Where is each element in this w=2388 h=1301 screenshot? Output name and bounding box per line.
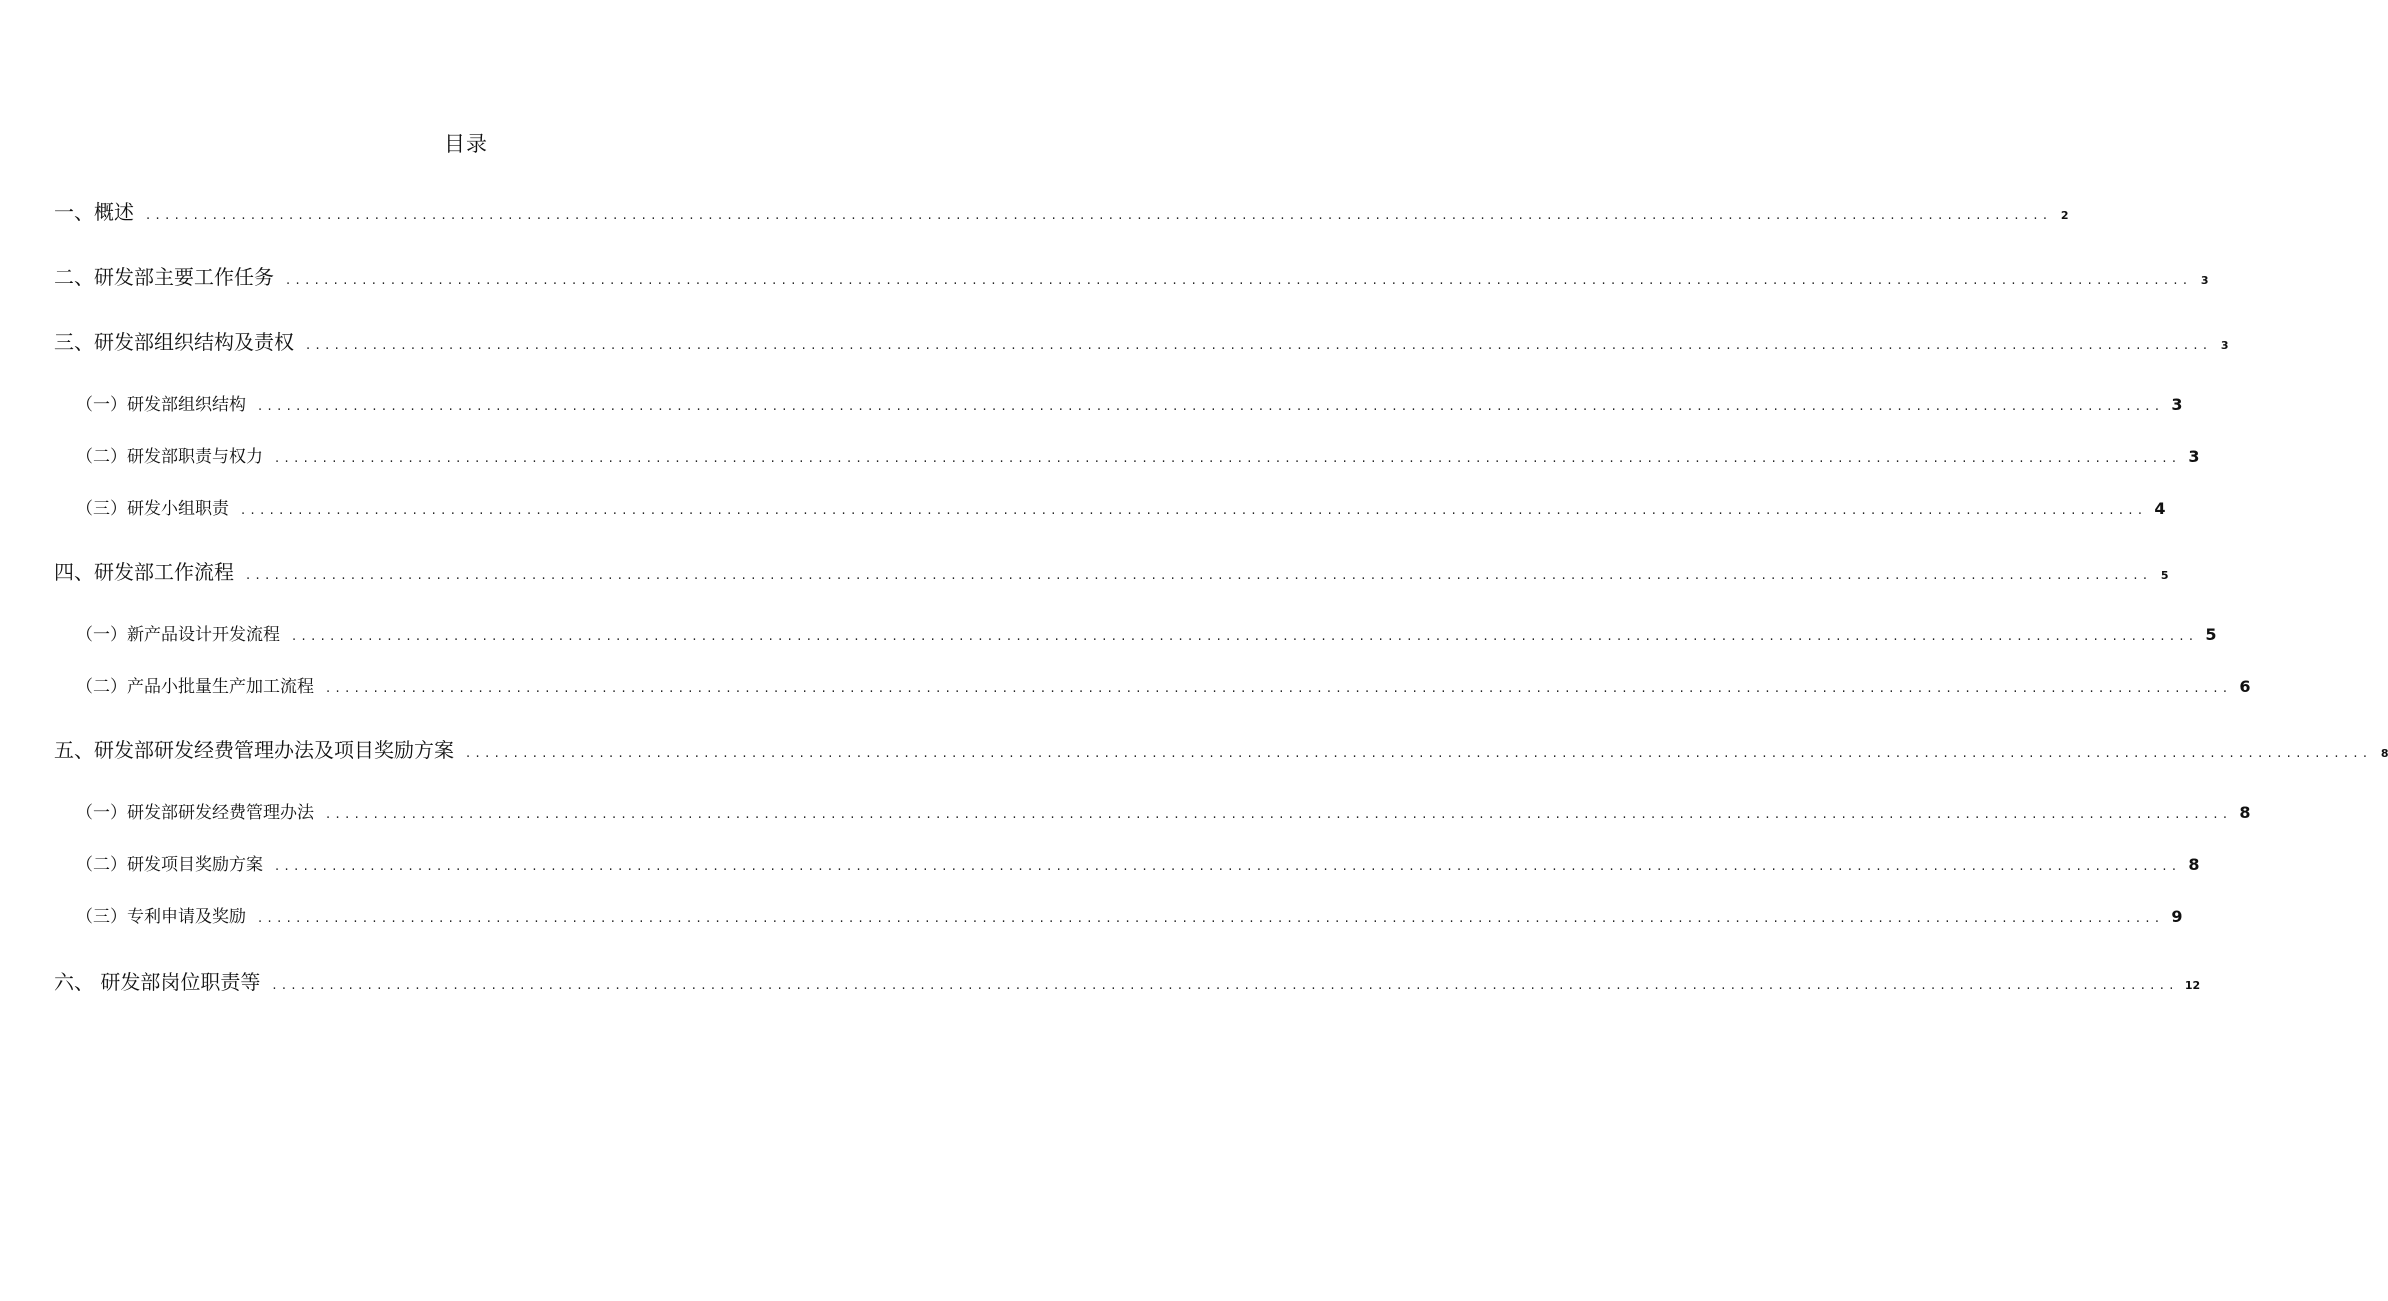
toc-entry-label: （一）研发部组织结构 xyxy=(76,395,246,415)
toc-entry[interactable] xyxy=(76,442,2200,467)
toc-dot-leader: ........................................................................................................................................................................................................ xyxy=(326,807,2233,822)
toc-entry-page: 8 xyxy=(2239,803,2251,822)
toc-dot-leader: ........................................................................................................................................................................................................ xyxy=(146,208,2053,223)
toc-entry-page: 3 xyxy=(2220,339,2229,352)
toc-entry-page: 3 xyxy=(2188,447,2200,466)
toc-entry-label: （二）研发部职责与权力 xyxy=(76,447,263,467)
toc-dot-leader: ........................................................................................................................................................................................................ xyxy=(275,451,2182,466)
toc-entry-label: 五、研发部研发经费管理办法及项目奖励方案 xyxy=(54,738,454,762)
toc-dot-leader: ........................................................................................................................................................................................................ xyxy=(275,859,2182,874)
toc-entry[interactable] xyxy=(54,556,2169,585)
toc-dot-leader: ........................................................................................................................................................................................................ xyxy=(326,681,2233,696)
toc-dot-leader: ........................................................................................................................................................................................................ xyxy=(466,746,2373,761)
toc-entry-page: 12 xyxy=(2184,979,2201,992)
toc-entry[interactable] xyxy=(54,196,2069,225)
toc-entry-page: 3 xyxy=(2171,395,2183,414)
toc-entry-label: 三、研发部组织结构及责权 xyxy=(54,330,294,354)
toc-entry-label: （三）专利申请及奖励 xyxy=(76,907,246,927)
toc-title: 目录 xyxy=(444,132,488,156)
toc-dot-leader: ........................................................................................................................................................................................................ xyxy=(272,978,2179,993)
toc-entry-label: （一）新产品设计开发流程 xyxy=(76,625,280,645)
toc-entry[interactable] xyxy=(76,494,2166,519)
toc-entry[interactable] xyxy=(76,798,2251,823)
toc-dot-leader: ........................................................................................................................................................................................................ xyxy=(292,629,2199,644)
toc-entry-label: 一、概述 xyxy=(54,200,134,224)
toc-entry-page: 2 xyxy=(2060,209,2069,222)
toc-entry-page: 5 xyxy=(2205,625,2217,644)
toc-entry[interactable] xyxy=(54,966,2201,995)
toc-entry-page: 8 xyxy=(2188,855,2200,874)
toc-entry[interactable] xyxy=(54,326,2229,355)
toc-entry-label: （三）研发小组职责 xyxy=(76,499,229,519)
toc-entry-page: 8 xyxy=(2380,747,2388,760)
toc-entry[interactable] xyxy=(76,850,2200,875)
toc-entry-page: 6 xyxy=(2239,677,2251,696)
toc-entry-page: 9 xyxy=(2171,907,2183,926)
toc-dot-leader: ........................................................................................................................................................................................................ xyxy=(258,399,2165,414)
toc-entry[interactable] xyxy=(76,902,2183,927)
toc-dot-leader: ........................................................................................................................................................................................................ xyxy=(286,273,2193,288)
toc-entry-label: 四、研发部工作流程 xyxy=(54,560,234,584)
toc-dot-leader: ........................................................................................................................................................................................................ xyxy=(258,911,2165,926)
toc-entry[interactable] xyxy=(54,261,2209,290)
toc-entry[interactable] xyxy=(54,734,2388,763)
toc-entry-label: （二）研发项目奖励方案 xyxy=(76,855,263,875)
toc-entry[interactable] xyxy=(76,620,2217,645)
toc-entry-page: 4 xyxy=(2154,499,2166,518)
toc-entry-page: 3 xyxy=(2200,274,2209,287)
toc-entry-label: （二）产品小批量生产加工流程 xyxy=(76,677,314,697)
toc-dot-leader: ........................................................................................................................................................................................................ xyxy=(306,338,2213,353)
toc-entry-page: 5 xyxy=(2160,569,2169,582)
toc-entry-label: （一）研发部研发经费管理办法 xyxy=(76,803,314,823)
toc-dot-leader: ........................................................................................................................................................................................................ xyxy=(246,568,2153,583)
toc-entry-label: 二、研发部主要工作任务 xyxy=(54,265,274,289)
toc-entry[interactable] xyxy=(76,672,2251,697)
toc-entry-label: 六、 研发部岗位职责等 xyxy=(54,970,261,994)
toc-entry[interactable] xyxy=(76,390,2183,415)
toc-dot-leader: ........................................................................................................................................................................................................ xyxy=(241,503,2148,518)
